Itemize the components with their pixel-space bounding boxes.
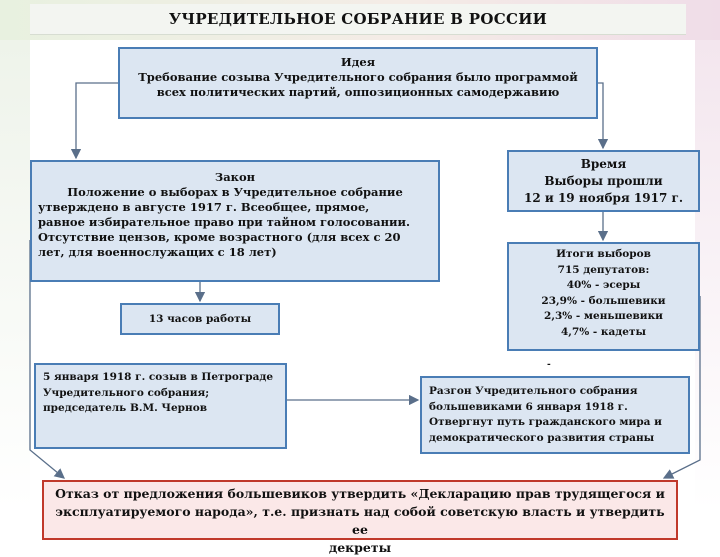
- time-line-1: Выборы прошли: [544, 174, 663, 188]
- results-line-2: 40% - эсеры: [566, 279, 641, 291]
- dash-mark: -: [547, 360, 551, 370]
- dispersal-line-3: Отвергнут путь гражданского мира и: [429, 416, 662, 428]
- law-line-4: Отсутствие цензов, кроме возрастного (для всех с 20: [38, 230, 401, 244]
- time-heading: Время: [580, 157, 627, 171]
- convocation-line-1: 5 января 1918 г. созыв в Петрограде: [43, 371, 274, 383]
- law-line-2: утверждено в августе 1917 г. Всеобщее, прямое,: [38, 200, 370, 214]
- dispersal-line-4: демократического развития страны: [429, 431, 655, 444]
- refusal-line-3: декреты: [328, 540, 392, 555]
- time-box: [507, 150, 700, 212]
- work-hours-box: [120, 303, 280, 335]
- connector-idea-to-law: [76, 83, 118, 158]
- results-line-3: 23,9% - большевики: [541, 294, 666, 307]
- slide-title-text: УЧРЕДИТЕЛЬНОЕ СОБРАНИЕ В РОССИИ: [168, 10, 548, 28]
- law-line-1: Положение о выборах в Учредительное собрание: [67, 185, 403, 199]
- refusal-line-2: эксплуатируемого народа», т.е. признать над собой советскую власть и утвердить ее: [55, 504, 665, 537]
- connector-idea-to-time: [598, 83, 603, 148]
- dispersal-line-2: большевиками 6 января 1918 г.: [429, 400, 628, 413]
- refusal-box: [42, 480, 678, 555]
- idea-line-1: Требование созыва Учредительного собрания было программой: [138, 70, 578, 84]
- law-heading: Закон: [214, 170, 256, 184]
- idea-heading: Идея: [340, 55, 376, 69]
- results-line-5: 4,7% - кадеты: [560, 325, 646, 338]
- dispersal-box: [420, 376, 690, 454]
- convocation-line-2: Учредительного собрания;: [43, 386, 210, 399]
- work-hours-label: 13 часов работы: [148, 312, 252, 325]
- results-line-1: 715 депутатов:: [557, 263, 650, 276]
- law-line-5: лет, для военнослужащих с 18 лет): [38, 245, 277, 259]
- law-line-3: равное избирательное право при тайном голосовании.: [38, 215, 411, 229]
- idea-line-2: всех политических партий, оппозиционных самодержавию: [156, 85, 560, 99]
- convocation-line-3: председатель В.М. Чернов: [43, 402, 208, 414]
- results-heading: Итоги выборов: [556, 248, 651, 260]
- results-line-4: 2,3% - меньшевики: [544, 310, 663, 322]
- convocation-box: [34, 363, 287, 449]
- time-line-2: 12 и 19 ноября 1917 г.: [523, 191, 684, 205]
- election-results-box: [507, 242, 700, 351]
- dispersal-line-1: Разгон Учредительного собрания: [429, 385, 638, 397]
- refusal-line-1: Отказ от предложения большевиков утвердить «Декларацию прав трудящегося и: [55, 486, 665, 501]
- law-box: [30, 160, 440, 282]
- idea-box: [118, 47, 598, 119]
